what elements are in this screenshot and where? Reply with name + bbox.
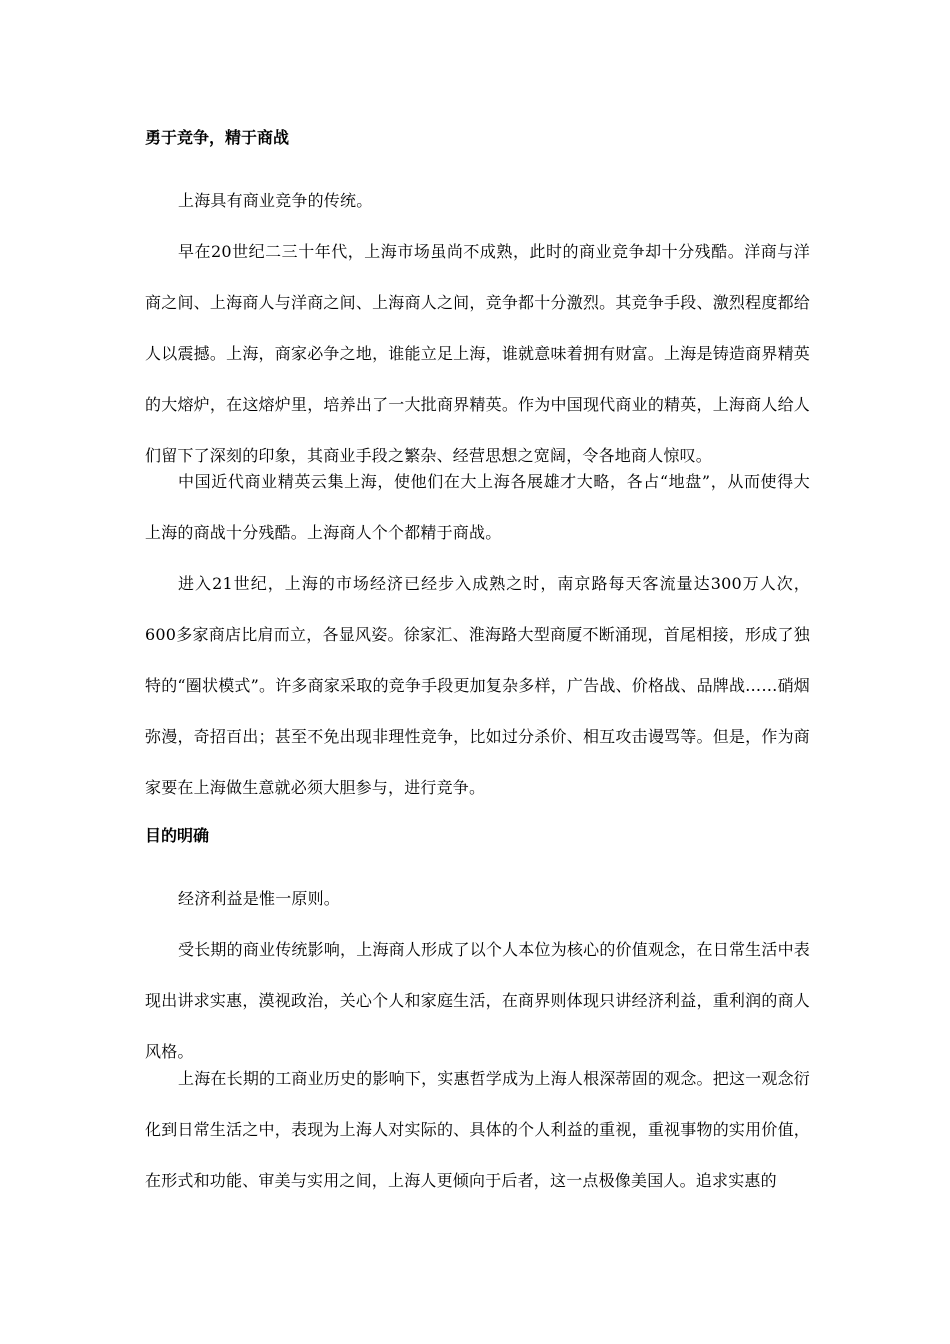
section-heading: 勇于竞争，精于商战: [145, 128, 290, 147]
paragraph: 经济利益是惟一原则。: [178, 889, 341, 908]
section-heading: 目的明确: [145, 826, 210, 845]
paragraph: 上海在长期的工商业历史的影响下，实惠哲学成为上海人根深蒂固的观念。把这一观念衍化到日常生活之中，表现为上海人对实际的、具体的个人利益的重视，重视事物的实用价值，在形式和功能、审美与实用之间，上海人更倾向于后者，这一点极像美国人。追求实惠的: [145, 1069, 810, 1190]
paragraph: 中国近代商业精英云集上海，使他们在大上海各展雄才大略，各占“地盘”，从而使得大上海的商战十分残酷。上海商人个个都精于商战。: [145, 472, 810, 542]
paragraph: 受长期的商业传统影响，上海商人形成了以个人本位为核心的价值观念，在日常生活中表现出讲求实惠，漠视政治，关心个人和家庭生活，在商界则体现只讲经济利益，重利润的商人风格。: [145, 940, 810, 1061]
paragraph: 进入21世纪，上海的市场经济已经步入成熟之时，南京路每天客流量达300万人次，600多家商店比肩而立，各显风姿。徐家汇、淮海路大型商厦不断涌现，首尾相接，形成了独特的“圈状模式”。许多商家采取的竞争手段更加复杂多样，广告战、价格战、品牌战……硝烟弥漫，奇招百出；甚至不免出现非理性竞争，比如过分杀价、相互攻击谩骂等。但是，作为商家要在上海做生意就必须大胆参与，进行竞争。: [145, 574, 810, 797]
paragraph: 上海具有商业竞争的传统。: [178, 191, 373, 210]
paragraph: 早在20世纪二三十年代，上海市场虽尚不成熟，此时的商业竞争却十分残酷。洋商与洋商之间、上海商人与洋商之间、上海商人之间，竞争都十分激烈。其竞争手段、激烈程度都给人以震撼。上海，商家必争之地，谁能立足上海，谁就意味着拥有财富。上海是铸造商界精英的大熔炉，在这熔炉里，培养出了一大批商界精英。作为中国现代商业的精英，上海商人给人们留下了深刻的印象，其商业手段之繁杂、经营思想之宽阔，令各地商人惊叹。: [145, 242, 810, 465]
